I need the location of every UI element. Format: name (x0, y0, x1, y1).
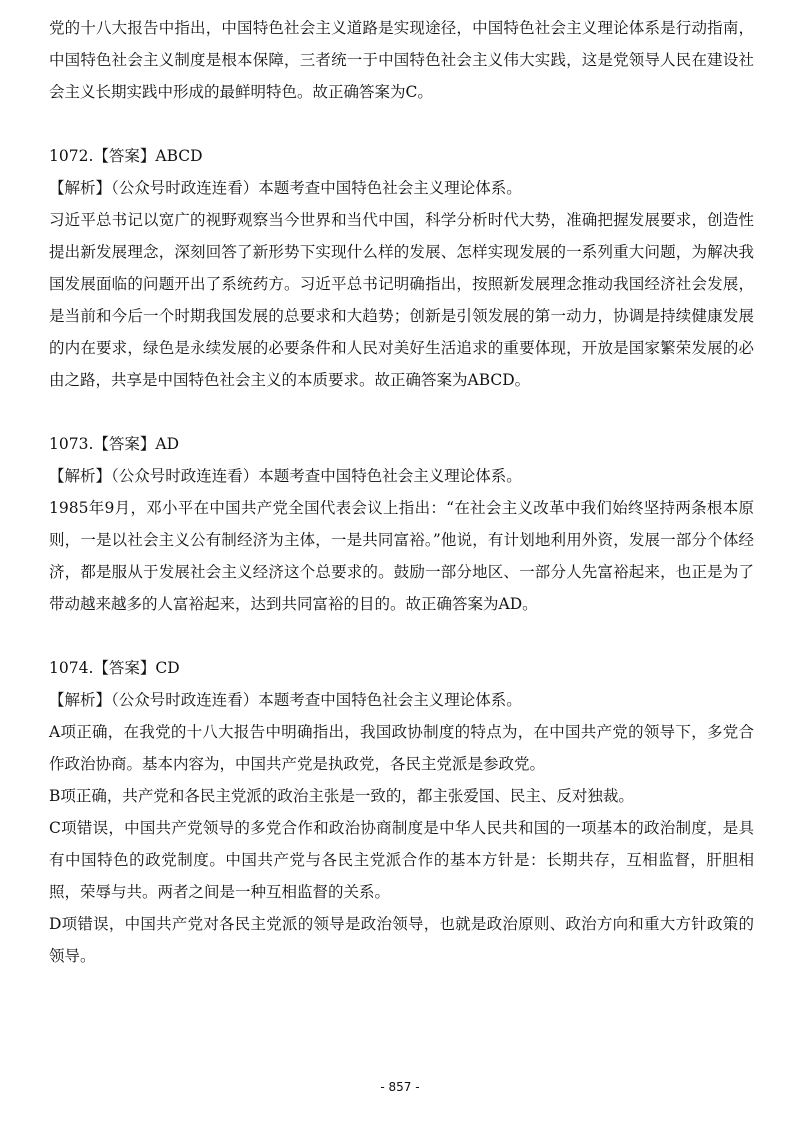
answer-1074-heading: 1074.【答案】CD (49, 659, 180, 677)
analysis-1074-label: 【解析】（公众号时政连连看）本题考查中国特色社会主义理论体系。 (49, 691, 522, 709)
option-a-explanation: A项正确，在我党的十八大报告中明确指出，我国政协制度的特点为，在中国共产党的领导下，多党合作政治协商。基本内容为，中国共产党是执政党，各民主党派是参政党。 (49, 723, 754, 773)
analysis-1072-body: 习近平总书记以宽广的视野观察当今世界和当代中国，科学分析时代大势，准确把握发展要求，创造性提出新发展理念，深刻回答了新形势下实现什么样的发展、怎样实现发展的一系列重大问题，为解决我国发展面临的问题开出了系统药方。习近平总书记明确指出，按照新发展理念推动我国经济社会发展，是当前和今后一个时期我国发展的总要求和大趋势；创新是引领发展的第一动力，协调是持续健康发展的内在要求，绿色是永续发展的必要条件和人民对美好生活追求的重要体现，开放是国家繁荣发展的必由之路，共享是中国特色社会主义的本质要求。故正确答案为ABCD。 (49, 211, 754, 389)
option-d-explanation: D项错误，中国共产党对各民主党派的领导是政治领导，也就是政治原则、政治方向和重大方针政策的领导。 (49, 915, 754, 965)
spacer (49, 620, 754, 652)
spacer (49, 396, 754, 428)
option-b-explanation: B项正确，共产党和各民主党派的政治主张是一致的，都主张爱国、民主、反对独裁。 (49, 787, 634, 805)
option-c-explanation: C项错误，中国共产党领导的多党合作和政治协商制度是中华人民共和国的一项基本的政治制度，是具有中国特色的政党制度。中国共产党与各民主党派合作的基本方针是：长期共存，互相监督，肝胆相照，荣辱与共。两者之间是一种互相监督的关系。 (49, 819, 754, 901)
analysis-1072-label: 【解析】（公众号时政连连看）本题考查中国特色社会主义理论体系。 (49, 179, 522, 197)
document-page (49, 12, 754, 972)
intro-paragraph: 党的十八大报告中指出，中国特色社会主义道路是实现途径，中国特色社会主义理论体系是行动指南，中国特色社会主义制度是根本保障，三者统一于中国特色社会主义伟大实践，这是党领导人民在建设社会主义长期实践中形成的最鲜明特色。故正确答案为C。 (49, 19, 754, 101)
answer-1072-heading: 1072.【答案】ABCD (49, 147, 203, 165)
answer-1073-heading: 1073.【答案】AD (49, 435, 179, 453)
spacer (49, 108, 754, 140)
page-number: - 857 - (380, 1080, 420, 1094)
analysis-1073-body: 1985年9月，邓小平在中国共产党全国代表会议上指出：“在社会主义改革中我们始终坚持两条根本原则，一是以社会主义公有制经济为主体，一是共同富裕。”他说，有计划地利用外资，发展一部分个体经济，都是服从于发展社会主义经济这个总要求的。鼓励一部分地区、一部分人先富裕起来，也正是为了带动越来越多的人富裕起来，达到共同富裕的目的。故正确答案为AD。 (49, 499, 754, 613)
analysis-1073-label: 【解析】（公众号时政连连看）本题考查中国特色社会主义理论体系。 (49, 467, 522, 485)
